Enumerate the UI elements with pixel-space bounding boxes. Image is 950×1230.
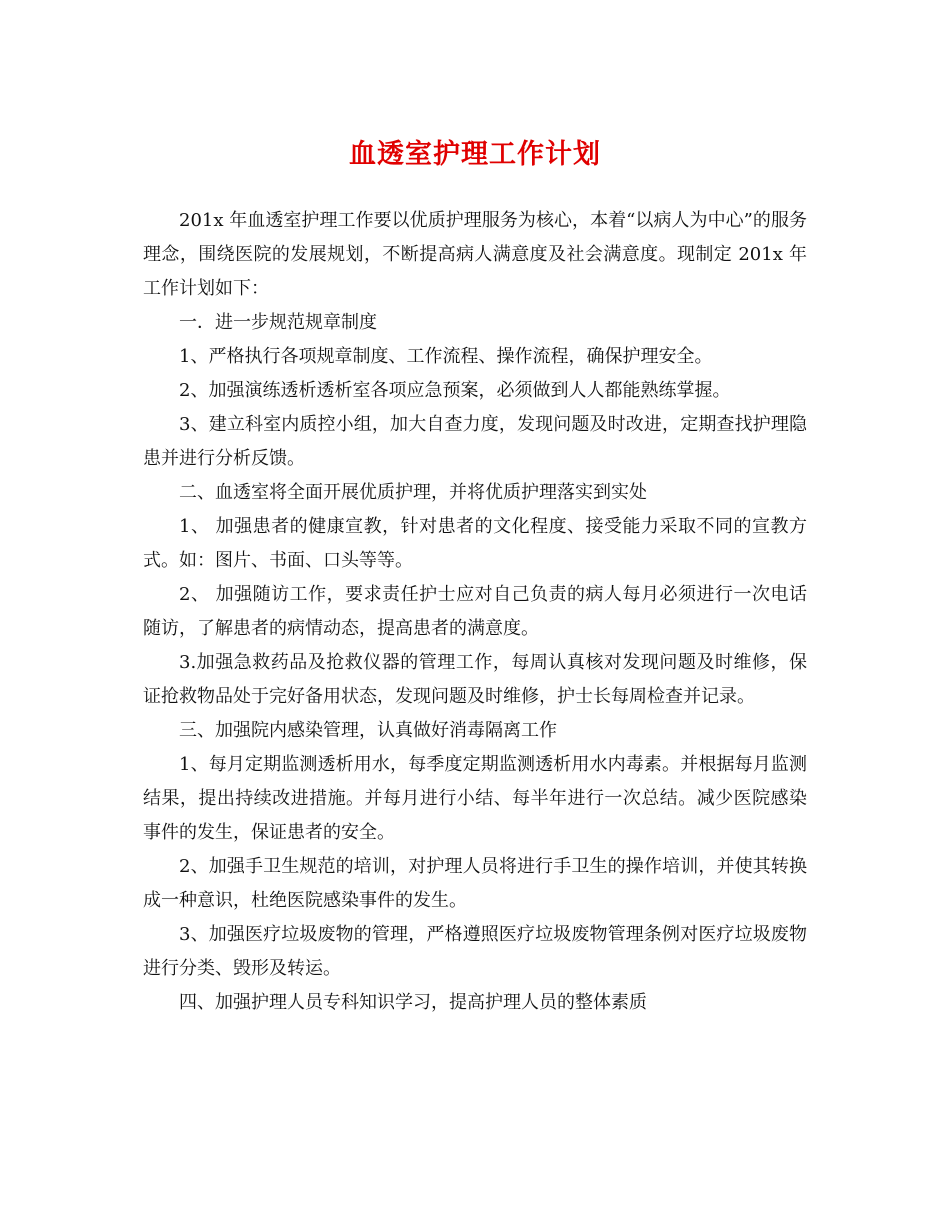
list-item: 2、加强手卫生规范的培训，对护理人员将进行手卫生的操作培训，并使其转换成一种意识，杜绝医院感染事件的发生。 [143, 856, 807, 911]
list-item: 2、加强演练透析透析室各项应急预案，必须做到人人都能熟练掌握。 [179, 380, 731, 401]
list-item: 1、每月定期监测透析用水，每季度定期监测透析用水内毒素。并根据每月监测结果，提出持续改进措施。并每月进行小结、每半年进行一次总结。减少医院感染事件的发生，保证患者的安全。 [143, 754, 807, 843]
section-heading-4: 四、加强护理人员专科知识学习，提高护理人员的整体素质 [179, 992, 647, 1013]
list-item: 1、严格执行各项规章制度、工作流程、操作流程，确保护理安全。 [179, 346, 713, 367]
section-heading-1: 一．进一步规范规章制度 [179, 312, 377, 333]
document-title: 血透室护理工作计划 [349, 139, 601, 170]
list-item: 1、 加强患者的健康宣教，针对患者的文化程度、接受能力采取不同的宣教方式。如：图片、书面、口头等等。 [143, 516, 807, 571]
section-heading-2: 二、血透室将全面开展优质护理，并将优质护理落实到实处 [179, 482, 647, 503]
document-body [143, 204, 807, 1020]
list-item: 3、加强医疗垃圾废物的管理，严格遵照医疗垃圾废物管理条例对医疗垃圾废物进行分类、毁形及转运。 [143, 924, 807, 979]
list-item: 2、 加强随访工作，要求责任护士应对自己负责的病人每月必须进行一次电话随访，了解患者的病情动态，提高患者的满意度。 [143, 584, 807, 639]
list-item: 3.加强急救药品及抢救仪器的管理工作，每周认真核对发现问题及时维修，保证抢救物品处于完好备用状态，发现问题及时维修，护士长每周检查并记录。 [143, 652, 807, 707]
section-heading-3: 三、加强院内感染管理，认真做好消毒隔离工作 [179, 720, 557, 741]
list-item: 3、建立科室内质控小组，加大自查力度，发现问题及时改进，定期查找护理隐患并进行分析反馈。 [143, 414, 807, 469]
paragraph-intro: 201x 年血透室护理工作要以优质护理服务为核心，本着“以病人为中心”的服务理念，围绕医院的发展规划，不断提高病人满意度及社会满意度。现制定 201x 年工作计划如下： [143, 210, 807, 299]
